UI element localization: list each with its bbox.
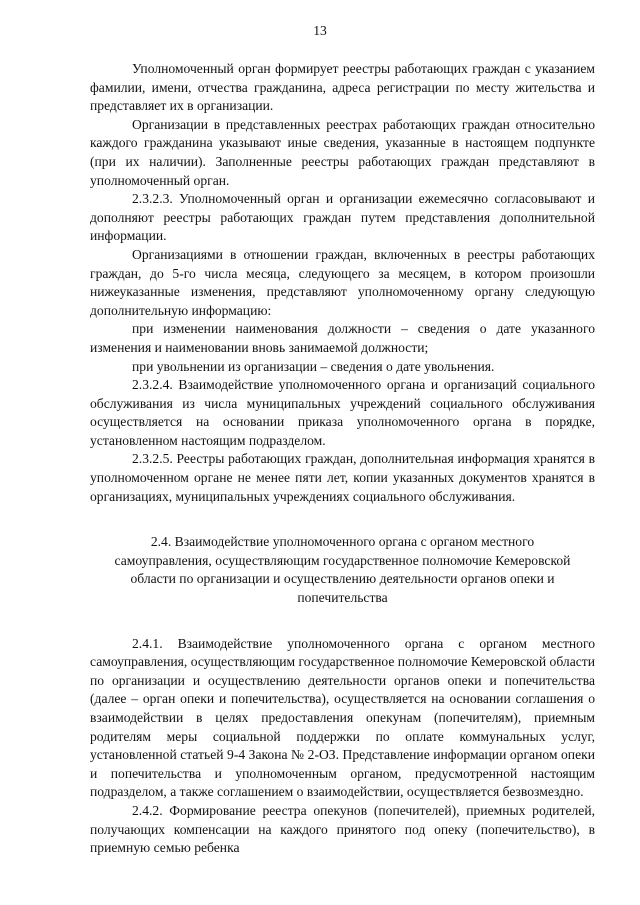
section-heading-2-4: 2.4. Взаимодействие уполномоченного органа с органом местного самоуправления, осуществляющим государственное полномочие Кемеровской области по организации и осуществлению деятельности органов опеки и попечительства	[114, 534, 571, 606]
paragraph-2-3-2-4: 2.3.2.4. Взаимодействие уполномоченного органа и организаций социального обслуживания из числа муниципальных учреждений социального обслуживания осуществляется на основании приказа уполномоченного органа в порядке, установленном настоящим подразделом.	[90, 377, 595, 448]
paragraph-dismissal: при увольнении из организации – сведения о дате увольнения.	[132, 358, 495, 374]
paragraph-position-change: при изменении наименования должности – сведения о дате указанного изменения и наименовании вновь занимаемой должности;	[90, 321, 595, 355]
paragraph-registry-formation: Уполномоченный орган формирует реестры работающих граждан с указанием фамилии, имени, отчества гражданина, адреса регистрации по месту жительства и представляет их в организации.	[90, 61, 595, 114]
page-body	[90, 60, 595, 858]
paragraph-additional-info: Организациями в отношении граждан, включенных в реестры работающих граждан, до 5-го числа месяца, следующего за месяцем, в котором произошли нижеуказанные изменения, представляют уполномоченному органу следующую дополнительную информацию:	[90, 246, 595, 318]
paragraph-organizations-fill-registry: Организации в представленных реестрах работающих граждан относительно каждого гражданина указывают иные сведения, указанные в настоящем подпункте (при их наличии). Заполненные реестры работающих граждан представляют в уполномоченный орган.	[90, 116, 595, 188]
paragraph-2-4-2: 2.4.2. Формирование реестра опекунов (попечителей), приемных родителей, получающих компенсации на каждого принятого под опеку (попечительство), в приемную семью ребенка	[90, 802, 595, 856]
paragraph-2-3-2-5: 2.3.2.5. Реестры работающих граждан, дополнительная информация хранятся в уполномоченном органе не менее пяти лет, копии указанных документов хранятся в организациях, муниципальных учреждениях социального обслуживания.	[90, 451, 595, 504]
paragraph-2-3-2-3: 2.3.2.3. Уполномоченный орган и организации ежемесячно согласовывают и дополняют реестры работающих граждан путем представления дополнительной информации.	[90, 191, 595, 244]
paragraph-2-4-1: 2.4.1. Взаимодействие уполномоченного органа с органом местного самоуправления, осуществляющим государственное полномочие Кемеровской области по организации и осуществлению деятельности органов опеки и попечительства (далее – орган опеки и попечительства), осуществляется на основании соглашения о взаимодействии в целях предоставления опекунам (попечителям), приемным родителям меры социальной поддержки по оплате коммунальных услуг, установленной статьей 9-4 Закона № 2-ОЗ. Представление информации органом опеки и попечительства и уполномоченным органом, предусмотренной настоящим подразделом, а также соглашением о взаимодействии, осуществляется безвозмездно.	[90, 635, 595, 800]
page-number: 13	[313, 23, 327, 38]
